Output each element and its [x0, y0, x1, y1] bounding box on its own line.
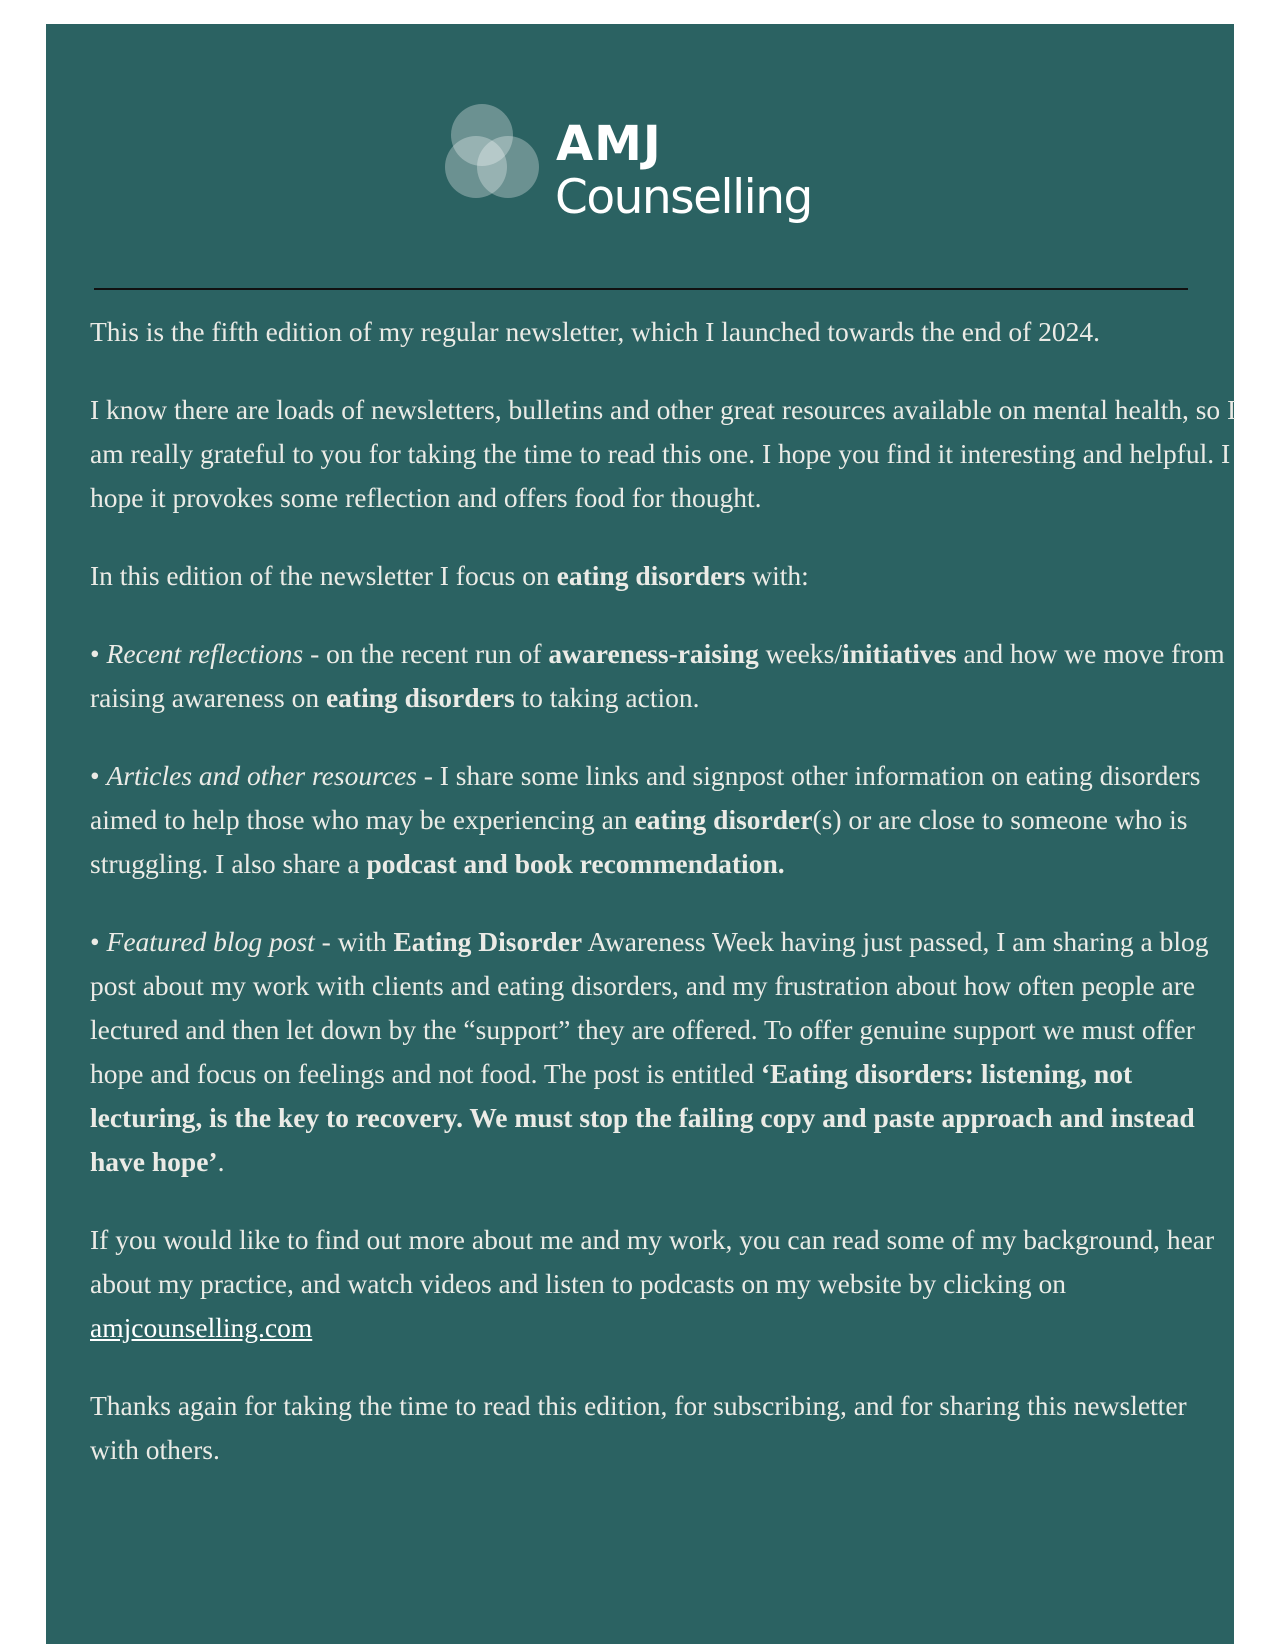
gratitude-paragraph: I know there are loads of newsletters, bulletins and other great resources available on mental health, so I am really grateful to you for taking the time to read this one. I hope you find it interesting and helpful. I hope it provokes some reflection and offers food for thought.: [90, 394, 1237, 513]
bullet-marker: •: [90, 638, 107, 669]
website-link[interactable]: amjcounselling.com: [90, 1312, 313, 1343]
bullet-title: Featured blog post: [106, 926, 315, 957]
overlapping-circles-icon: [445, 100, 555, 210]
blog-post-title: ‘Eating disorders: listening, not lecturing, is the key to recovery. We must stop the failing copy and paste approach and instead have hope’: [90, 1058, 1195, 1177]
bullet-marker: •: [90, 926, 107, 957]
divider-line: [94, 288, 1188, 290]
bullet-recent-reflections: • Recent reflections - on the recent run of awareness-raising weeks/initiatives and how we move from raising awareness on eating disorders to taking action.: [90, 638, 1225, 713]
bullet-marker: •: [90, 760, 107, 791]
logo-wordmark-counselling: Counselling: [555, 170, 812, 225]
bullet-title: Articles and other resources: [106, 760, 417, 791]
newsletter-body: [90, 310, 1240, 1506]
amj-counselling-logo[interactable]: [445, 100, 845, 240]
bullet-articles-resources: • Articles and other resources - I share some links and signpost other information on eating disorders aimed to help those who may be experiencing an eating disorder(s) or are close to someone who is struggling. I also share a podcast and book recommendation.: [90, 760, 1201, 879]
thanks-paragraph: Thanks again for taking the time to read this edition, for subscribing, and for sharing this newsletter with others.: [90, 1390, 1187, 1465]
focus-paragraph: In this edition of the newsletter I focus on eating disorders with:: [90, 560, 809, 591]
about-paragraph: If you would like to find out more about me and my work, you can read some of my background, hear about my practice, and watch videos and listen to podcasts on my website by clicking on amjcounselling.com: [90, 1224, 1215, 1343]
bullet-title: Recent reflections: [106, 638, 304, 669]
bullet-featured-blog-post: • Featured blog post - with Eating Disorder Awareness Week having just passed, I am sharing a blog post about my work with clients and eating disorders, and my frustration about how often people are lectured and then let down by the “support” they are offered. To offer genuine support we must offer hope and focus on feelings and not food. The post is entitled ‘Eating disorders: listening, not lecturing, is the key to recovery. We must stop the failing copy and paste approach and instead have hope’.: [90, 926, 1209, 1177]
newsletter-panel: [46, 24, 1237, 1644]
intro-paragraph: This is the fifth edition of my regular newsletter, which I launched towards the end of 2024.: [90, 316, 1101, 347]
logo-wordmark-amj: AMJ: [556, 116, 662, 172]
